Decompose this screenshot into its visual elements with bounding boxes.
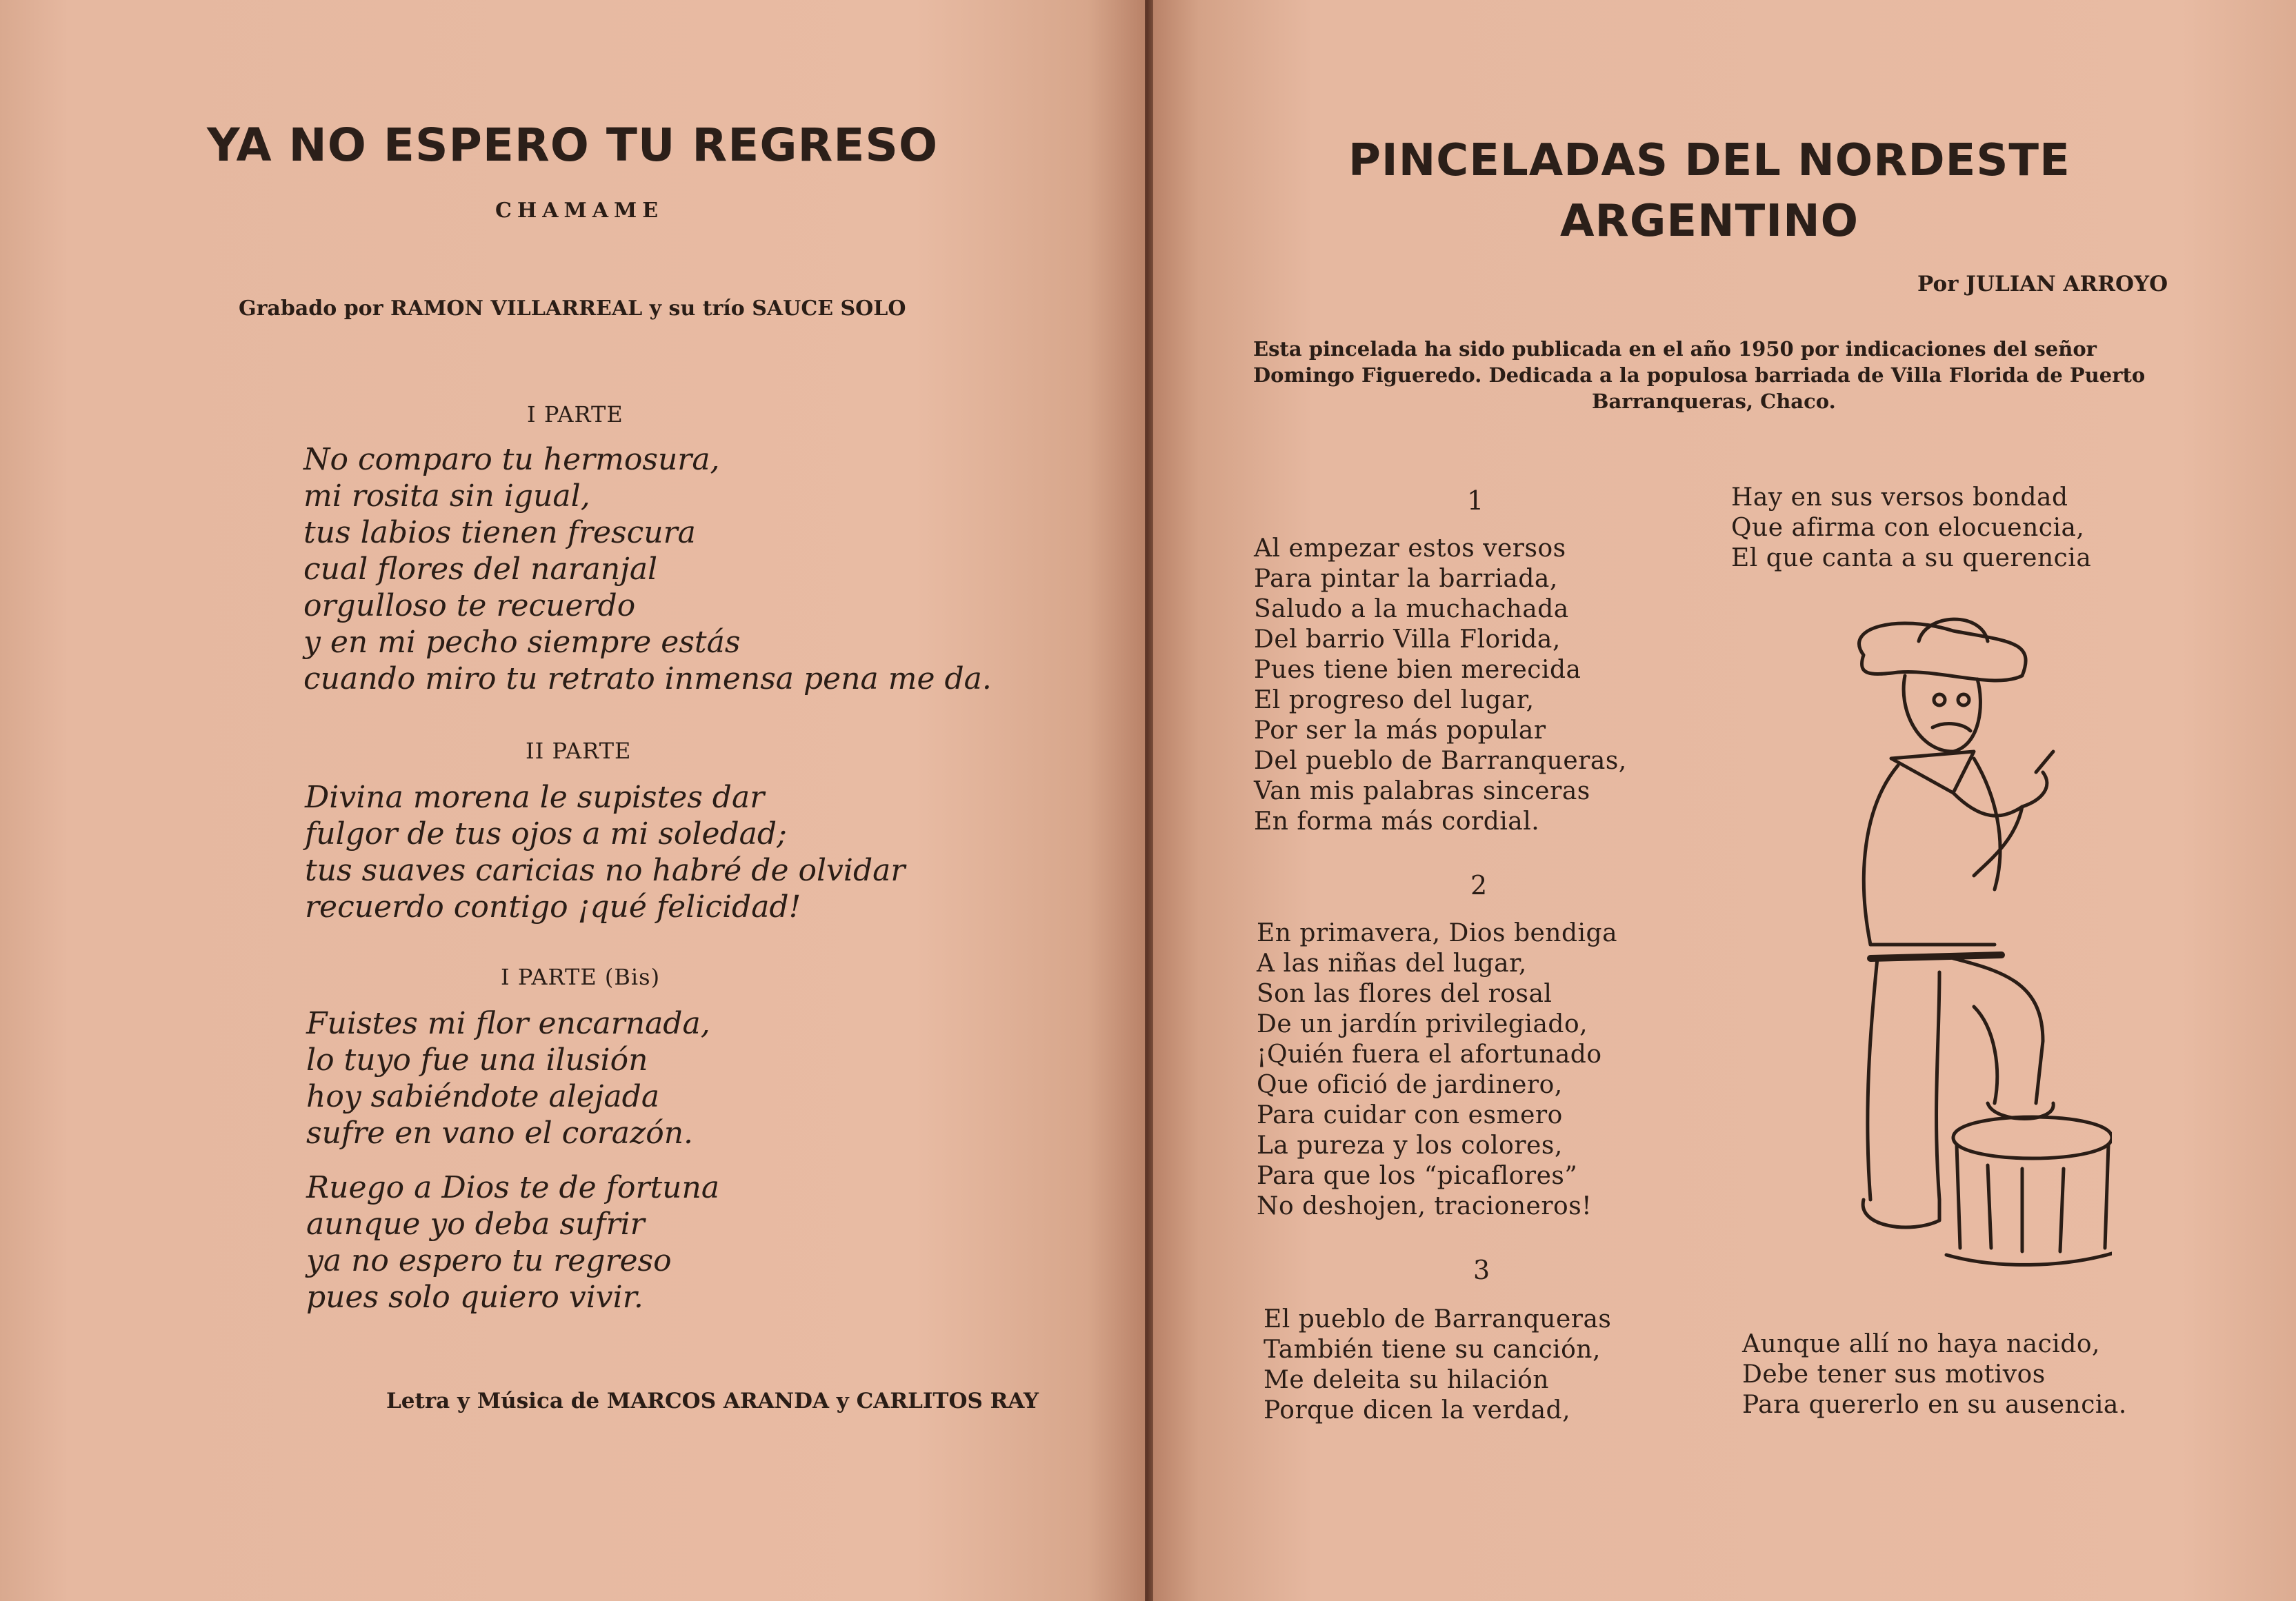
verse-line: aunque yo deba sufrir <box>306 1207 645 1242</box>
verse-line: tus labios tienen frescura <box>303 515 696 550</box>
verse-line: Para pintar la barriada, <box>1254 565 1558 593</box>
right-column-verse-top <box>1731 483 2091 574</box>
authors-credit: Letra y Música de MARCOS ARANDA y CARLITOS RAY <box>386 1389 1039 1413</box>
verse-line: mi rosita sin igual, <box>303 479 590 514</box>
verse-line: Debe tener sus motivos <box>1742 1360 2046 1389</box>
verse-line: Del barrio Villa Florida, <box>1254 625 1561 654</box>
verse-line: Hay en sus versos bondad <box>1731 483 2068 512</box>
poem-intro-line-1: Esta pincelada ha sido publicada en el año 1950 por indicaciones del señor <box>1253 337 2097 361</box>
verse-line: Del pueblo de Barranqueras, <box>1254 747 1627 775</box>
verse-line: tus suaves caricias no habré de olvidar <box>305 853 906 888</box>
verse-line: El pueblo de Barranqueras <box>1264 1305 1612 1333</box>
part-4-verse <box>306 1169 719 1316</box>
verse-line: fulgor de tus ojos a mi soledad; <box>305 816 787 852</box>
verse-line: Para que los “picaflores” <box>1257 1162 1578 1190</box>
verse-line: Fuistes mi flor encarnada, <box>306 1006 710 1041</box>
verse-line: Saludo a la muchachada <box>1254 595 1569 623</box>
part-2-verse <box>305 779 905 925</box>
verse-line: En primavera, Dios bendiga <box>1257 919 1618 947</box>
verse-line: El progreso del lugar, <box>1254 686 1535 714</box>
part-1-heading: I PARTE <box>527 401 623 427</box>
part-2-heading: II PARTE <box>526 738 632 764</box>
song-genre: CHAMAME <box>495 199 664 223</box>
verse-line: De un jardín privilegiado, <box>1257 1010 1588 1038</box>
poem-author: Por JULIAN ARROYO <box>1917 272 2168 296</box>
verse-line: Ruego a Dios te de fortuna <box>306 1170 720 1205</box>
verse-line: Pues tiene bien merecida <box>1254 656 1581 684</box>
verse-line: Son las flores del rosal <box>1257 980 1553 1008</box>
verse-line: Al empezar estos versos <box>1254 534 1566 563</box>
stanza-1 <box>1254 534 1627 837</box>
verse-line: ¡Quién fuera el afortunado <box>1257 1040 1602 1069</box>
stanza-3-number: 3 <box>1473 1255 1490 1285</box>
verse-line: Para cuidar con esmero <box>1257 1101 1563 1129</box>
verse-line: Van mis palabras sinceras <box>1254 777 1590 805</box>
recording-credit: Grabado por RAMON VILLARREAL y su trío SAUCE SOLO <box>239 296 906 321</box>
stanza-3 <box>1264 1305 1611 1426</box>
verse-line: pues solo quiero vivir. <box>306 1280 643 1315</box>
verse-line: recuerdo contigo ¡qué felicidad! <box>305 889 801 925</box>
right-column-verse-bottom <box>1742 1329 2127 1420</box>
verse-line: Divina morena le supistes dar <box>305 780 765 815</box>
right-page <box>1153 0 2296 1601</box>
verse-line: El que canta a su querencia <box>1731 544 2092 572</box>
poem-intro-line-2: Domingo Figueredo. Dedicada a la populosa barriada de Villa Florida de Puerto <box>1253 363 2146 387</box>
verse-line: La pureza y los colores, <box>1257 1131 1563 1160</box>
verse-line: En forma más cordial. <box>1254 807 1540 836</box>
verse-line: Que ofició de jardinero, <box>1257 1071 1563 1099</box>
verse-line: Porque dicen la verdad, <box>1264 1396 1571 1424</box>
verse-line: ya no espero tu regreso <box>306 1243 672 1278</box>
gaucho-illustration <box>1815 614 2112 1282</box>
verse-line: No comparo tu hermosura, <box>303 442 720 477</box>
verse-line: A las niñas del lugar, <box>1257 949 1527 978</box>
verse-line: Que afirma con elocuencia, <box>1731 514 2085 542</box>
verse-line: No deshojen, tracioneros! <box>1257 1192 1593 1220</box>
part-3-heading: I PARTE (Bis) <box>501 964 661 990</box>
left-page <box>0 0 1145 1601</box>
stanza-2 <box>1257 918 1617 1222</box>
verse-line: También tiene su canción, <box>1264 1336 1601 1364</box>
poem-title-line-2: ARGENTINO <box>1560 196 1859 247</box>
stanza-1-number: 1 <box>1467 485 1484 516</box>
song-title: YA NO ESPERO TU REGRESO <box>207 119 939 172</box>
verse-line: cuando miro tu retrato inmensa pena me da. <box>303 661 992 696</box>
part-3-verse <box>306 1005 710 1151</box>
part-1-verse <box>303 441 992 697</box>
verse-line: sufre en vano el corazón. <box>306 1116 694 1151</box>
stanza-2-number: 2 <box>1470 870 1488 900</box>
verse-line: cual flores del naranjal <box>303 552 658 587</box>
verse-line: y en mi pecho siempre estás <box>303 625 741 660</box>
verse-line: Para quererlo en su ausencia. <box>1742 1391 2127 1419</box>
verse-line: lo tuyo fue una ilusión <box>306 1043 648 1078</box>
poem-title-line-1: PINCELADAS DEL NORDESTE <box>1348 135 2070 186</box>
verse-line: orgulloso te recuerdo <box>303 588 636 623</box>
poem-intro-line-3: Barranqueras, Chaco. <box>1592 390 1836 413</box>
verse-line: Me deleita su hilación <box>1264 1366 1549 1394</box>
verse-line: hoy sabiéndote alejada <box>306 1079 660 1114</box>
verse-line: Por ser la más popular <box>1254 716 1546 745</box>
verse-line: Aunque allí no haya nacido, <box>1742 1330 2100 1358</box>
